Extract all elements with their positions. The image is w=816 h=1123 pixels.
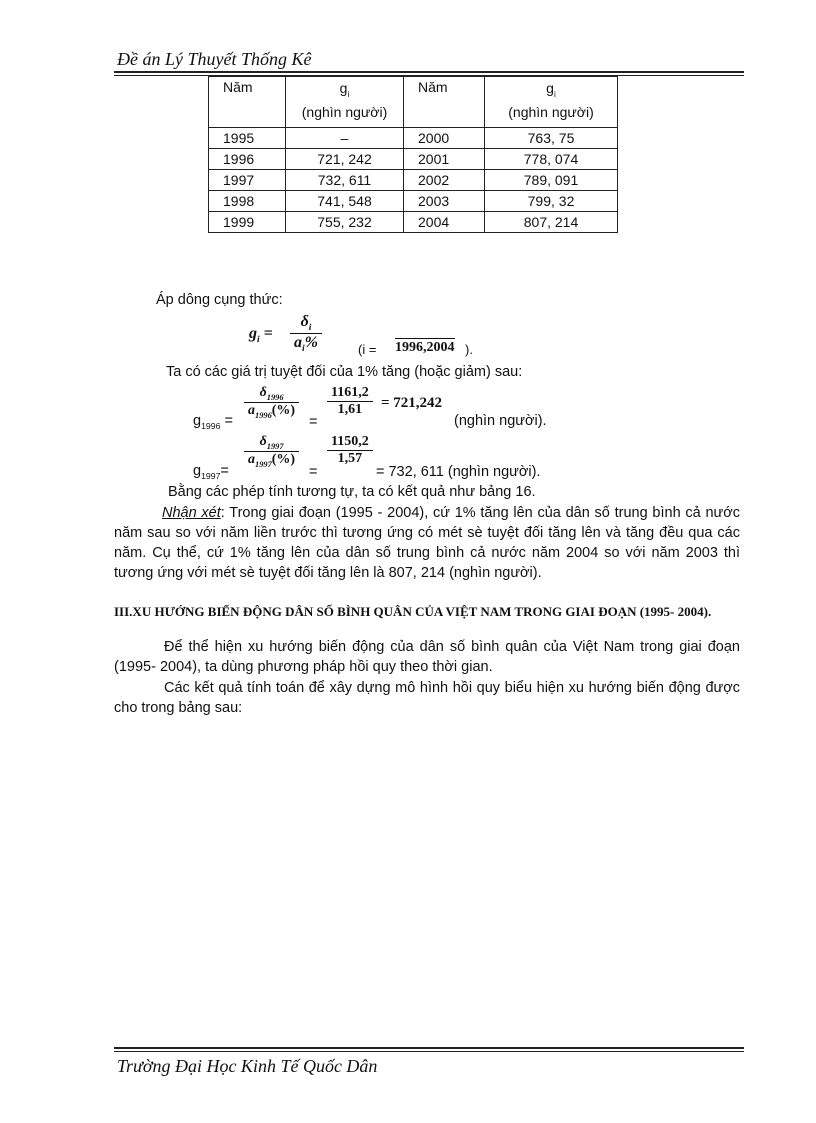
g1997-numerator: $\delta_{1997}$ — [259, 434, 284, 451]
remark-label: Nhận xét — [162, 505, 221, 521]
g1996-result: = 721,242 — [381, 395, 443, 411]
g1996-denominator-2: 1,61 — [337, 402, 363, 417]
formula-lhs: $g_i$ = — [249, 325, 273, 346]
footer-rule — [114, 1047, 744, 1049]
cell-year: 2001 — [404, 149, 485, 170]
calc-after: Bằng các phép tính tương tự, ta có kết quả như bảng 16. — [168, 484, 536, 500]
g1997-denominator-2: 1,57 — [337, 451, 363, 466]
g1996-den-sub: 1996 — [255, 410, 272, 420]
cell-value: 741, 548 — [286, 191, 404, 212]
g1996-fraction — [244, 385, 299, 420]
col-header-symbol: g — [339, 80, 348, 96]
col-header-unit: (nghìn người) — [301, 103, 388, 120]
col-header-year-2: Năm — [404, 77, 485, 128]
g1996-unit: (nghìn người). — [454, 413, 547, 429]
g1996-sub: 1996 — [201, 420, 221, 431]
formula-fraction — [290, 313, 322, 354]
formula-range: 1996,2004 — [395, 340, 455, 355]
calc-intro: Ta có các giá trị tuyệt đối của 1% tăng (hoặc giảm) sau: — [166, 364, 523, 380]
cell-year: 1998 — [209, 191, 286, 212]
remark-text: : Trong giai đoạn (1995 - 2004), cứ 1% tăng lên của dân số trung bình cả nước năm sau so với năm liền trước thì tương ứng có mét sè tuyệt đối tăng lên và tăng đều qua các năm. Cụ thể, cứ 1% tăng lên của dân số trung bình cả nước năm 2004 so với năm 2003 thì tương ứng với mét sè tuyệt đối tăng lên là 807, 214 (nghìn người). — [114, 505, 740, 581]
formula-range-prefix: (i = — [358, 342, 377, 357]
cell-year: 1995 — [209, 128, 286, 149]
g1996-num-sub: 1996 — [266, 392, 284, 402]
section-paragraph-1: Để thể hiện xu hướng biến động của dân số bình quân của Việt Nam trong giai đoạn (1995- 2004), ta dùng phương pháp hồi quy theo thời gian. — [114, 639, 740, 675]
col-header-sub-2: i — [553, 88, 556, 99]
cell-year: 1996 — [209, 149, 286, 170]
g1997-fraction — [244, 434, 299, 469]
g1997-fraction-2 — [327, 434, 373, 467]
g1997-result: = 732, 611 (nghìn người). — [376, 464, 541, 480]
g1996-label — [193, 413, 233, 431]
cell-year: 2004 — [404, 212, 485, 233]
table-row — [209, 149, 618, 170]
pct-paren: (%) — [271, 402, 296, 418]
formula-den-sub: i — [302, 343, 305, 355]
section-paragraph-2: Các kết quả tính toán để xây dựng mô hình hồi quy biểu hiện xu hướng biến động được cho trong bảng sau: — [114, 680, 740, 716]
cell-year: 2003 — [404, 191, 485, 212]
g1996-numerator: $\delta_{1996}$ — [259, 385, 284, 402]
cell-value: 763, 75 — [485, 128, 618, 149]
table-row — [209, 212, 618, 233]
header-rule — [114, 71, 744, 73]
cell-value: – — [286, 128, 404, 149]
formula-num-symbol: δ — [300, 313, 309, 330]
g1996-fraction-2 — [327, 385, 373, 418]
cell-value: 789, 091 — [485, 170, 618, 191]
cell-year: 2000 — [404, 128, 485, 149]
cell-year: 1997 — [209, 170, 286, 191]
table-row — [209, 191, 618, 212]
table-header-row — [209, 77, 618, 128]
g1996-symbol: g — [193, 413, 202, 429]
page-header-title: Đề án Lý Thuyết Thống Kê — [117, 49, 312, 69]
g1996-numerator-2: 1161,2 — [331, 385, 369, 400]
cell-value: 778, 074 — [485, 149, 618, 170]
cell-value: 807, 214 — [485, 212, 618, 233]
cell-value: 799, 32 — [485, 191, 618, 212]
col-header-value — [286, 77, 404, 128]
page-footer-title: Trường Đại Học Kinh Tế Quốc Dân — [117, 1056, 378, 1076]
g1997-den-sub: 1997 — [255, 459, 272, 469]
cell-value: 732, 611 — [286, 170, 404, 191]
section-heading: III.XU HƯỚNG BIẾN ĐỘNG DÂN SỐ BÌNH QUÂN CỦA VIỆT NAM TRONG GIAI ĐOẠN (1995- 2004). — [114, 604, 712, 619]
formula-denominator — [290, 334, 322, 354]
cell-value: 755, 232 — [286, 212, 404, 233]
g1997-label — [193, 463, 229, 481]
formula-numerator — [290, 313, 322, 333]
col-header-unit-2: (nghìn người) — [508, 103, 594, 120]
footer-rule-thin — [114, 1051, 744, 1052]
population-table — [208, 76, 618, 233]
formula-lhs-symbol: g — [249, 325, 257, 342]
equals-sign: = — [224, 413, 233, 429]
formula-den-symbol: a — [294, 334, 302, 352]
equals-sign: = — [309, 414, 318, 430]
formula-intro: Áp dông cụng thức: — [156, 292, 283, 308]
col-header-year: Năm — [209, 77, 286, 128]
g1997-symbol: g — [193, 463, 202, 479]
cell-year: 1999 — [209, 212, 286, 233]
g1997-denominator: $a_{1997}(\%)$ — [248, 451, 296, 469]
col-header-sub: i — [347, 88, 350, 99]
equals-sign: = — [309, 464, 318, 480]
remark-paragraph — [114, 503, 740, 583]
col-header-symbol-2: g — [546, 80, 554, 96]
formula-num-sub: i — [308, 322, 312, 334]
formula-range-suffix: ). — [465, 342, 473, 357]
formula-den-suffix: % — [304, 334, 318, 352]
col-header-value-2 — [485, 77, 618, 128]
cell-value: 721, 242 — [286, 149, 404, 170]
table-row — [209, 170, 618, 191]
table-row — [209, 128, 618, 149]
pct-paren: (%) — [271, 451, 296, 467]
cell-year: 2002 — [404, 170, 485, 191]
g1997-numerator-2: 1150,2 — [331, 434, 369, 449]
equals-sign: = — [220, 463, 229, 479]
g1996-denominator: $a_{1996}(\%)$ — [248, 402, 296, 420]
g1997-sub: 1997 — [201, 470, 221, 481]
g1997-num-sub: 1997 — [266, 441, 284, 451]
formula-lhs-sub: i — [257, 334, 260, 346]
